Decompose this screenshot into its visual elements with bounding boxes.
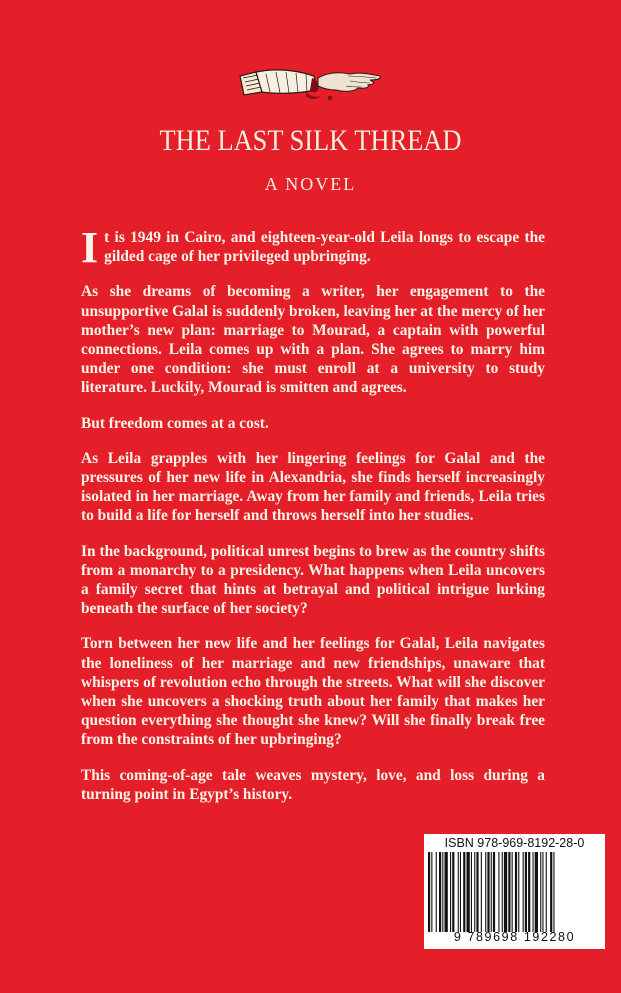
barcode-bar xyxy=(428,852,430,932)
blurb-paragraph-text: t is 1949 in Cairo, and eighteen-year-old Leila longs to escape the gilded cage of her privileged upbringing. xyxy=(104,229,545,266)
severed-hand-illustration xyxy=(236,62,386,104)
barcode-bar xyxy=(546,852,547,932)
barcode-bar xyxy=(476,852,478,932)
barcode-bar xyxy=(491,852,492,932)
barcode-bar xyxy=(445,852,448,932)
barcode-bar xyxy=(436,852,437,932)
barcode-bars xyxy=(428,852,601,932)
isbn-label: ISBN 978-969-8192-28-0 xyxy=(444,836,585,850)
book-subtitle: A NOVEL xyxy=(264,174,357,194)
barcode-bar xyxy=(518,852,519,932)
barcode-bar xyxy=(487,852,489,932)
blurb-paragraph: Torn between her new life and her feelings for Galal, Leila navigates the loneliness of her marriage and new friendships, unaware that whispers of revolution echo through the streets. What will she discover when she uncovers a shocking truth about her family that makes her question everything she thought she knew? Will she finally break free from the constraints of her upbringing? xyxy=(81,635,545,749)
isbn-barcode xyxy=(424,834,605,949)
barcode-bar xyxy=(512,852,513,932)
barcode-bar xyxy=(450,852,451,932)
blurb-paragraph: As she dreams of becoming a writer, her engagement to the unsupportive Galal is suddenly broken, leaving her at the mercy of her mother’s new plan: marriage to Mourad, a captain with powerful connections. Leila comes up with a plan. She agrees to marry him under one condition: she must enroll at a university to study literature. Luckily, Mourad is smitten and agrees. xyxy=(81,283,545,397)
barcode-bar xyxy=(458,852,459,932)
drop-cap: I xyxy=(81,223,99,272)
barcode-bar xyxy=(528,852,530,932)
barcode-bar xyxy=(471,852,472,932)
barcode-bar xyxy=(523,852,524,932)
barcode-bar xyxy=(460,852,461,932)
barcode-bar xyxy=(431,852,432,932)
book-title: THE LAST SILK THREAD xyxy=(159,124,462,157)
barcode-bar xyxy=(452,852,454,932)
blurb-paragraph xyxy=(81,223,545,272)
barcode-bar xyxy=(525,852,527,932)
barcode-bar xyxy=(542,852,543,932)
barcode-bar xyxy=(553,852,554,932)
barcode-bar xyxy=(535,852,538,932)
barcode-bar xyxy=(439,852,441,932)
barcode-bar xyxy=(550,852,552,932)
blurb-paragraph: In the background, political unrest begins to brew as the country shifts from a monarchy to a presidency. What happens when Leila uncovers a family secret that hints at betrayal and political intrigue lurking beneath the surface of her society? xyxy=(81,542,545,618)
barcode-bar xyxy=(515,852,517,932)
barcode-bar xyxy=(467,852,470,932)
ean-digits: 9 789698 192280 xyxy=(453,930,576,944)
barcode-bar xyxy=(474,852,475,932)
blurb-paragraph: As Leila grapples with her lingering feelings for Galal and the pressures of her new life in Alexandria, she finds herself increasingly isolated in her marriage. Away from her family and friends, Leila tries to build a life for herself and throws herself into her studies. xyxy=(81,449,545,525)
blurb xyxy=(81,223,545,820)
barcode-bar xyxy=(502,852,503,932)
barcode-bar xyxy=(493,852,495,932)
barcode-bar xyxy=(481,852,482,932)
barcode-bar xyxy=(508,852,510,932)
blurb-paragraph: But freedom comes at a cost. xyxy=(81,414,269,432)
barcode-bar xyxy=(463,852,465,932)
barcode-bar xyxy=(540,852,541,932)
barcode-bar xyxy=(485,852,486,932)
barcode-bar xyxy=(498,852,499,932)
barcode-bar xyxy=(442,852,443,932)
barcode-bar xyxy=(533,852,534,932)
barcode-bar xyxy=(504,852,507,932)
blurb-paragraph: This coming-of-age tale weaves mystery, love, and loss during a turning point in Egypt’s history. xyxy=(81,766,545,803)
